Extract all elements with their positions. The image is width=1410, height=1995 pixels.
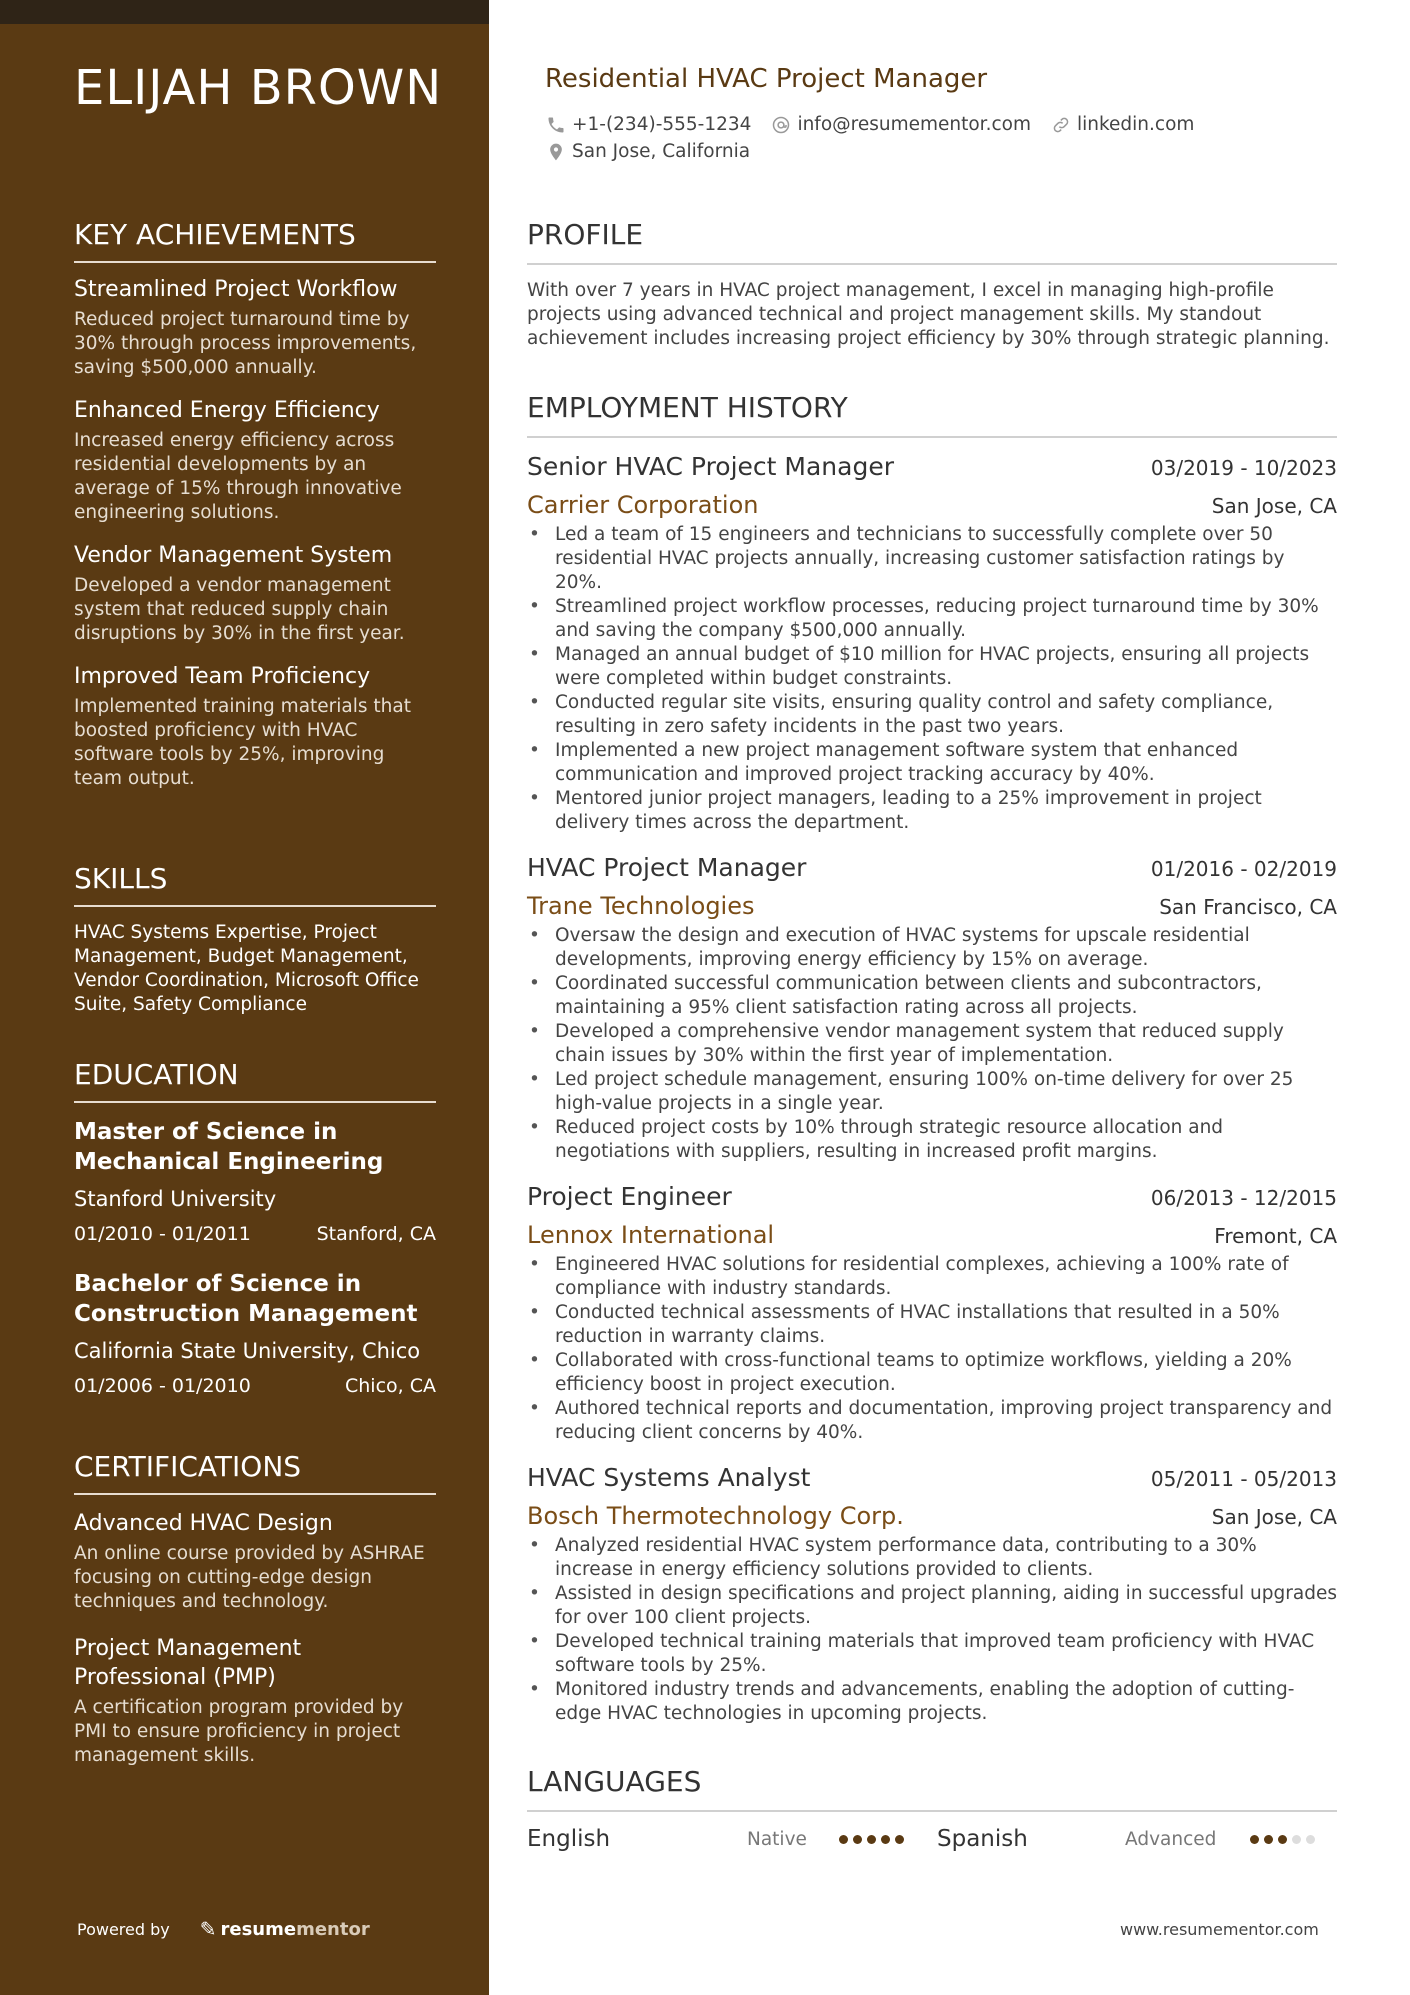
linkedin-text: linkedin.com <box>1076 114 1195 135</box>
certification-title: Project Management Professional (PMP) <box>74 1636 302 1690</box>
job-bullet: • Developed technical training materials that improved team proficiency with HVAC software tools by 25%. <box>527 1630 1337 1678</box>
job-company: Bosch Thermotechnology Corp. <box>527 1502 904 1530</box>
job-bullet: • Led project schedule management, ensuring 100% on-time delivery for over 25 high-value projects in a single year. <box>527 1068 1337 1116</box>
job-bullet: • Collaborated with cross-functional teams to optimize workflows, yielding a 20% efficiency boost in project execution. <box>527 1349 1337 1397</box>
achievement-title: Improved Team Proficiency <box>74 664 371 689</box>
education-degree: Master of Science in Mechanical Engineering <box>74 1119 384 1175</box>
achievement-desc: Increased energy efficiency across residential developments by an average of 15% through innovative engineering solutions. <box>74 430 402 523</box>
profile-section <box>527 218 1337 351</box>
employment-section <box>527 391 1337 1726</box>
brand-logo[interactable] <box>200 1917 370 1941</box>
certification-item <box>74 1509 436 1614</box>
achievement-item <box>74 664 436 791</box>
job-dates: 06/2013 - 12/2015 <box>1150 1186 1337 1210</box>
languages-section <box>527 1765 1337 1852</box>
profile-text: With over 7 years in HVAC project management, I excel in managing high-profile projects using advanced technical and project management skills. My standout achievement includes increasing project efficiency by 30% through strategic planning. <box>527 280 1330 349</box>
language-item <box>527 1826 937 1852</box>
job-role: Project Engineer <box>527 1182 732 1211</box>
email-text: info@resumementor.com <box>797 114 1031 135</box>
education-school: California State University, Chico <box>74 1339 421 1363</box>
job-bullet: • Implemented a new project management software system that enhanced communication and improved project tracking accuracy by 40%. <box>527 739 1337 787</box>
sidebar-top-bar <box>0 0 489 24</box>
brand-name-a: resume <box>220 1918 297 1940</box>
job-bullets <box>527 924 1337 1164</box>
achievement-title: Enhanced Energy Efficiency <box>74 398 380 423</box>
language-item <box>937 1826 1337 1852</box>
job-bullet: • Analyzed residential HVAC system performance data, contributing to a 30% increase in energy efficiency solutions provided to clients. <box>527 1534 1337 1582</box>
job-bullet: • Streamlined project workflow processes, reducing project turnaround time by 30% and saving the company $500,000 annually. <box>527 595 1337 643</box>
achievement-desc: Reduced project turnaround time by 30% through process improvements, saving $500,000 annually. <box>74 309 417 378</box>
proficiency-dot-empty <box>1306 1835 1315 1844</box>
job-bullet: • Conducted technical assessments of HVAC installations that resulted in a 50% reduction in warranty claims. <box>527 1301 1337 1349</box>
language-name: Spanish <box>937 1826 1028 1852</box>
job-entry <box>527 853 1337 1164</box>
phone-text: +1-(234)-555-1234 <box>572 114 752 135</box>
job-location: San Jose, CA <box>1211 1505 1337 1529</box>
contact-row <box>546 114 1214 135</box>
job-bullets <box>527 523 1337 835</box>
achievement-desc: Developed a vendor management system that reduced supply chain disruptions by 30% in the first year. <box>74 575 405 644</box>
contact-row-2 <box>546 141 770 162</box>
education-degree: Bachelor of Science in Construction Management <box>74 1271 418 1327</box>
job-bullet: • Assisted in design specifications and project planning, aiding in successful upgrades for over 100 client projects. <box>527 1582 1337 1630</box>
job-bullet: • Conducted regular site visits, ensuring quality control and safety compliance, resulting in zero safety incidents in the past two years. <box>527 691 1337 739</box>
skills-list: HVAC Systems Expertise, Project Management, Budget Management, Vendor Coordination, Microsoft Office Suite, Safety Compliance <box>74 922 419 1015</box>
job-bullet: • Monitored industry trends and advancements, enabling the adoption of cutting-edge HVAC technologies in upcoming projects. <box>527 1678 1337 1726</box>
achievement-title: Streamlined Project Workflow <box>74 277 398 302</box>
language-level: Native <box>747 1828 807 1850</box>
language-dots <box>1250 1835 1320 1844</box>
job-location: San Jose, CA <box>1211 494 1337 518</box>
job-bullet: • Coordinated successful communication between clients and subcontractors, maintaining a 95% client satisfaction rating across all projects. <box>527 972 1337 1020</box>
achievement-desc: Implemented training materials that boosted proficiency with HVAC software tools by 25%, improving team output. <box>74 696 411 789</box>
job-bullet: • Mentored junior project managers, leading to a 25% improvement in project delivery times across the department. <box>527 787 1337 835</box>
job-title: Residential HVAC Project Manager <box>545 64 988 94</box>
job-company: Lennox International <box>527 1221 775 1249</box>
job-company: Carrier Corporation <box>527 491 759 519</box>
languages-heading: LANGUAGES <box>527 1765 1337 1812</box>
job-dates: 03/2019 - 10/2023 <box>1150 456 1337 480</box>
languages-row <box>527 1826 1337 1852</box>
proficiency-dot-filled <box>839 1835 848 1844</box>
location-text: San Jose, California <box>572 141 751 162</box>
job-location: San Francisco, CA <box>1159 895 1337 919</box>
job-dates: 05/2011 - 05/2013 <box>1150 1467 1337 1491</box>
proficiency-dot-empty <box>1292 1835 1301 1844</box>
education-location: Stanford, CA <box>316 1223 436 1245</box>
job-bullet: • Developed a comprehensive vendor management system that reduced supply chain issues by 30% within the first year of implementation. <box>527 1020 1337 1068</box>
education-school: Stanford University <box>74 1187 277 1211</box>
certification-item <box>74 1634 436 1768</box>
education-dates: 01/2010 - 01/2011 <box>74 1223 251 1245</box>
job-location: Fremont, CA <box>1214 1224 1337 1248</box>
contact-email[interactable] <box>771 114 1031 135</box>
brand-name-b: mentor <box>296 1918 370 1940</box>
at-icon <box>771 115 791 135</box>
job-company: Trane Technologies <box>527 892 755 920</box>
skills-section <box>74 862 436 1017</box>
contact-phone[interactable] <box>546 114 751 135</box>
powered-by <box>77 1917 370 1941</box>
job-bullet: • Oversaw the design and execution of HVAC systems for upscale residential developments, improving energy efficiency by 15% on average. <box>527 924 1337 972</box>
job-role: HVAC Project Manager <box>527 853 807 882</box>
job-bullets <box>527 1534 1337 1726</box>
certifications-section <box>74 1450 436 1788</box>
achievement-item <box>74 543 436 646</box>
education-heading: EDUCATION <box>74 1058 436 1103</box>
education-item <box>74 1269 436 1397</box>
candidate-name: ELIJAH BROWN <box>74 60 443 116</box>
link-icon <box>1051 115 1071 135</box>
brand-icon: ✎ <box>199 1917 217 1941</box>
certification-desc: An online course provided by ASHRAE focusing on cutting-edge design techniques and technology. <box>74 1543 425 1612</box>
achievements-heading: KEY ACHIEVEMENTS <box>74 218 436 263</box>
education-location: Chico, CA <box>344 1375 436 1397</box>
footer-url[interactable]: www.resumementor.com <box>1120 1920 1319 1939</box>
job-role: HVAC Systems Analyst <box>527 1463 811 1492</box>
proficiency-dot-filled <box>1250 1835 1259 1844</box>
proficiency-dot-filled <box>881 1835 890 1844</box>
sidebar <box>0 0 489 1995</box>
job-bullet: • Reduced project costs by 10% through strategic resource allocation and negotiations with suppliers, resulting in increased profit margins. <box>527 1116 1337 1164</box>
achievement-title: Vendor Management System <box>74 543 393 568</box>
language-name: English <box>527 1826 611 1852</box>
proficiency-dot-filled <box>1264 1835 1273 1844</box>
certification-desc: A certification program provided by PMI to ensure proficiency in project management skills. <box>74 1697 404 1766</box>
job-entry <box>527 452 1337 835</box>
job-entry <box>527 1182 1337 1445</box>
location-pin-icon <box>546 142 566 162</box>
education-dates: 01/2006 - 01/2010 <box>74 1375 251 1397</box>
job-bullet: • Authored technical reports and documentation, improving project transparency and reducing client concerns by 40%. <box>527 1397 1337 1445</box>
job-entry <box>527 1463 1337 1726</box>
job-role: Senior HVAC Project Manager <box>527 452 894 481</box>
achievement-item <box>74 398 436 525</box>
job-bullet: • Engineered HVAC solutions for residential complexes, achieving a 100% rate of compliance with industry standards. <box>527 1253 1337 1301</box>
job-dates: 01/2016 - 02/2019 <box>1150 857 1337 881</box>
certification-title: Advanced HVAC Design <box>74 1511 333 1536</box>
profile-heading: PROFILE <box>527 218 1337 265</box>
job-bullet: • Led a team of 15 engineers and technicians to successfully complete over 50 residential HVAC projects annually, increasing customer satisfaction ratings by 20%. <box>527 523 1337 595</box>
employment-heading: EMPLOYMENT HISTORY <box>527 391 1337 438</box>
proficiency-dot-filled <box>867 1835 876 1844</box>
education-item <box>74 1117 436 1245</box>
certifications-heading: CERTIFICATIONS <box>74 1450 436 1495</box>
language-level: Advanced <box>1125 1828 1217 1850</box>
achievements-section <box>74 218 436 809</box>
language-dots <box>839 1835 909 1844</box>
job-bullets <box>527 1253 1337 1445</box>
education-section <box>74 1058 436 1421</box>
powered-by-label: Powered by <box>77 1919 170 1939</box>
job-bullet: • Managed an annual budget of $10 million for HVAC projects, ensuring all projects were completed within budget constraints. <box>527 643 1337 691</box>
achievement-item <box>74 277 436 380</box>
phone-icon <box>546 115 566 135</box>
proficiency-dot-filled <box>853 1835 862 1844</box>
proficiency-dot-filled <box>895 1835 904 1844</box>
contact-location <box>546 141 750 162</box>
contact-linkedin[interactable] <box>1051 114 1194 135</box>
skills-heading: SKILLS <box>74 862 436 907</box>
proficiency-dot-filled <box>1278 1835 1287 1844</box>
